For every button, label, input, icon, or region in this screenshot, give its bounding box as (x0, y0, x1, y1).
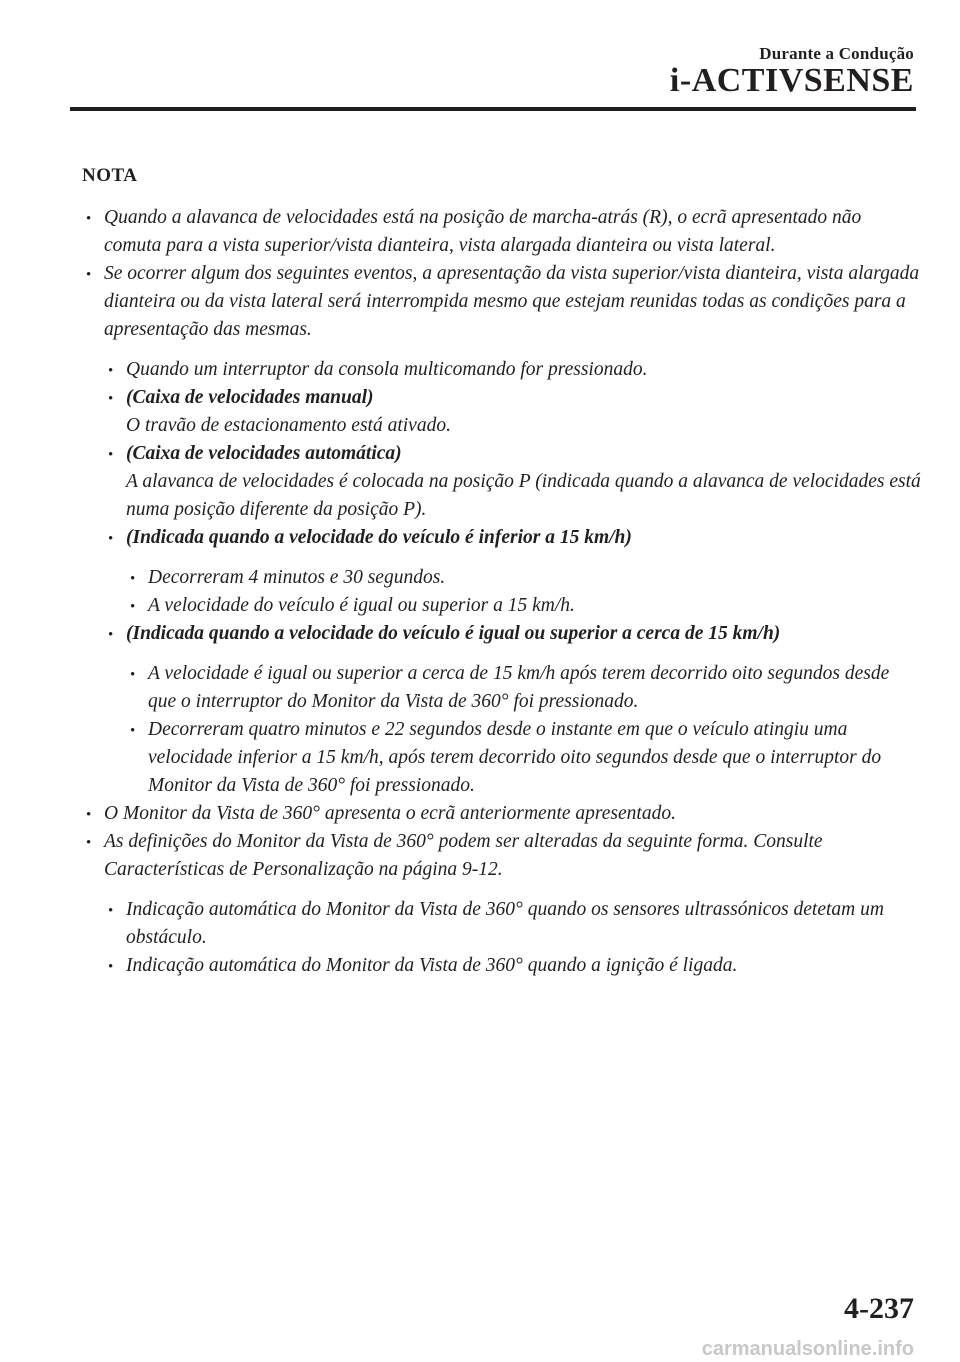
bullet-icon: • (130, 571, 136, 587)
bullet-icon: • (86, 807, 92, 823)
bullet-icon: • (108, 903, 114, 919)
item-text: A velocidade é igual ou superior a cerca de 15 km/h após terem decorrido oito segundos desde que o interruptor do Monitor da Vista de 360° foi pressionado. (148, 663, 890, 712)
list-item (104, 896, 922, 952)
list-item (82, 800, 922, 828)
list-item (126, 564, 922, 592)
sub-sub-list (126, 564, 922, 620)
list-item (126, 592, 922, 620)
item-text: A alavanca de velocidades é colocada na posição P (indicada quando a alavanca de velocidades está numa posição diferente da posição P). (126, 471, 921, 520)
sub-list (104, 356, 922, 800)
chapter-title: i-ACTIVSENSE (669, 62, 914, 99)
bullet-icon: • (130, 667, 136, 683)
list-item (126, 660, 922, 716)
list-item (104, 384, 922, 440)
bullet-icon: • (108, 627, 114, 643)
bullet-icon: • (130, 599, 136, 615)
item-text: Quando a alavanca de velocidades está na posição de marcha-atrás (R), o ecrã apresentado não comuta para a vista superior/vista dianteira, vista alargada dianteira ou vista lateral. (104, 207, 862, 256)
note-list (82, 204, 922, 980)
list-item (104, 620, 922, 800)
item-text: Indicação automática do Monitor da Vista de 360° quando os sensores ultrassónicos detetam um obstáculo. (126, 899, 884, 948)
item-text: Decorreram 4 minutos e 30 segundos. (148, 567, 446, 588)
item-text: A velocidade do veículo é igual ou superior a 15 km/h. (148, 595, 575, 616)
item-heading: (Indicada quando a velocidade do veículo é inferior a 15 km/h) (126, 527, 632, 548)
header-divider (70, 107, 916, 111)
item-heading: (Caixa de velocidades manual) (126, 387, 374, 408)
list-item (82, 204, 922, 260)
item-text: Indicação automática do Monitor da Vista de 360° quando a ignição é ligada. (126, 955, 738, 976)
item-heading: (Indicada quando a velocidade do veículo é igual ou superior a cerca de 15 km/h) (126, 623, 781, 644)
page-number: 4-237 (844, 1292, 914, 1325)
item-text: Se ocorrer algum dos seguintes eventos, a apresentação da vista superior/vista dianteira, vista alargada dianteira ou da vista lateral será interrompida mesmo que estejam reunidas todas as condições para a apresentação das mesmas. (104, 263, 920, 340)
list-item (104, 952, 922, 980)
list-item (104, 440, 922, 524)
item-text: Quando um interruptor da consola multicomando for pressionado. (126, 359, 648, 380)
watermark: carmanualsonline.info (701, 1338, 914, 1360)
bullet-icon: • (130, 723, 136, 739)
item-text: O Monitor da Vista de 360° apresenta o ecrã anteriormente apresentado. (104, 803, 676, 824)
item-heading: (Caixa de velocidades automática) (126, 443, 402, 464)
bullet-icon: • (108, 959, 114, 975)
note-label: NOTA (82, 165, 138, 186)
bullet-icon: • (108, 531, 114, 547)
bullet-icon: • (86, 211, 92, 227)
bullet-icon: • (108, 363, 114, 379)
list-item (126, 716, 922, 800)
bullet-icon: • (108, 447, 114, 463)
list-item (104, 524, 922, 620)
list-item (82, 828, 922, 980)
item-text: As definições do Monitor da Vista de 360° podem ser alteradas da seguinte forma. Consulte Características de Personalização na página 9-12. (104, 831, 823, 880)
item-text: Decorreram quatro minutos e 22 segundos desde o instante em que o veículo atingiu uma velocidade inferior a 15 km/h, após terem decorrido oito segundos desde que o interruptor do Monitor da Vista de 360° foi pressionado. (148, 719, 882, 796)
section-label: Durante a Condução (759, 44, 914, 63)
bullet-icon: • (86, 835, 92, 851)
bullet-icon: • (108, 391, 114, 407)
sub-sub-list (126, 660, 922, 800)
list-item (104, 356, 922, 384)
item-text: O travão de estacionamento está ativado. (126, 415, 451, 436)
sub-list (104, 896, 922, 980)
note-block (82, 162, 922, 980)
list-item (82, 260, 922, 800)
bullet-icon: • (86, 267, 92, 283)
